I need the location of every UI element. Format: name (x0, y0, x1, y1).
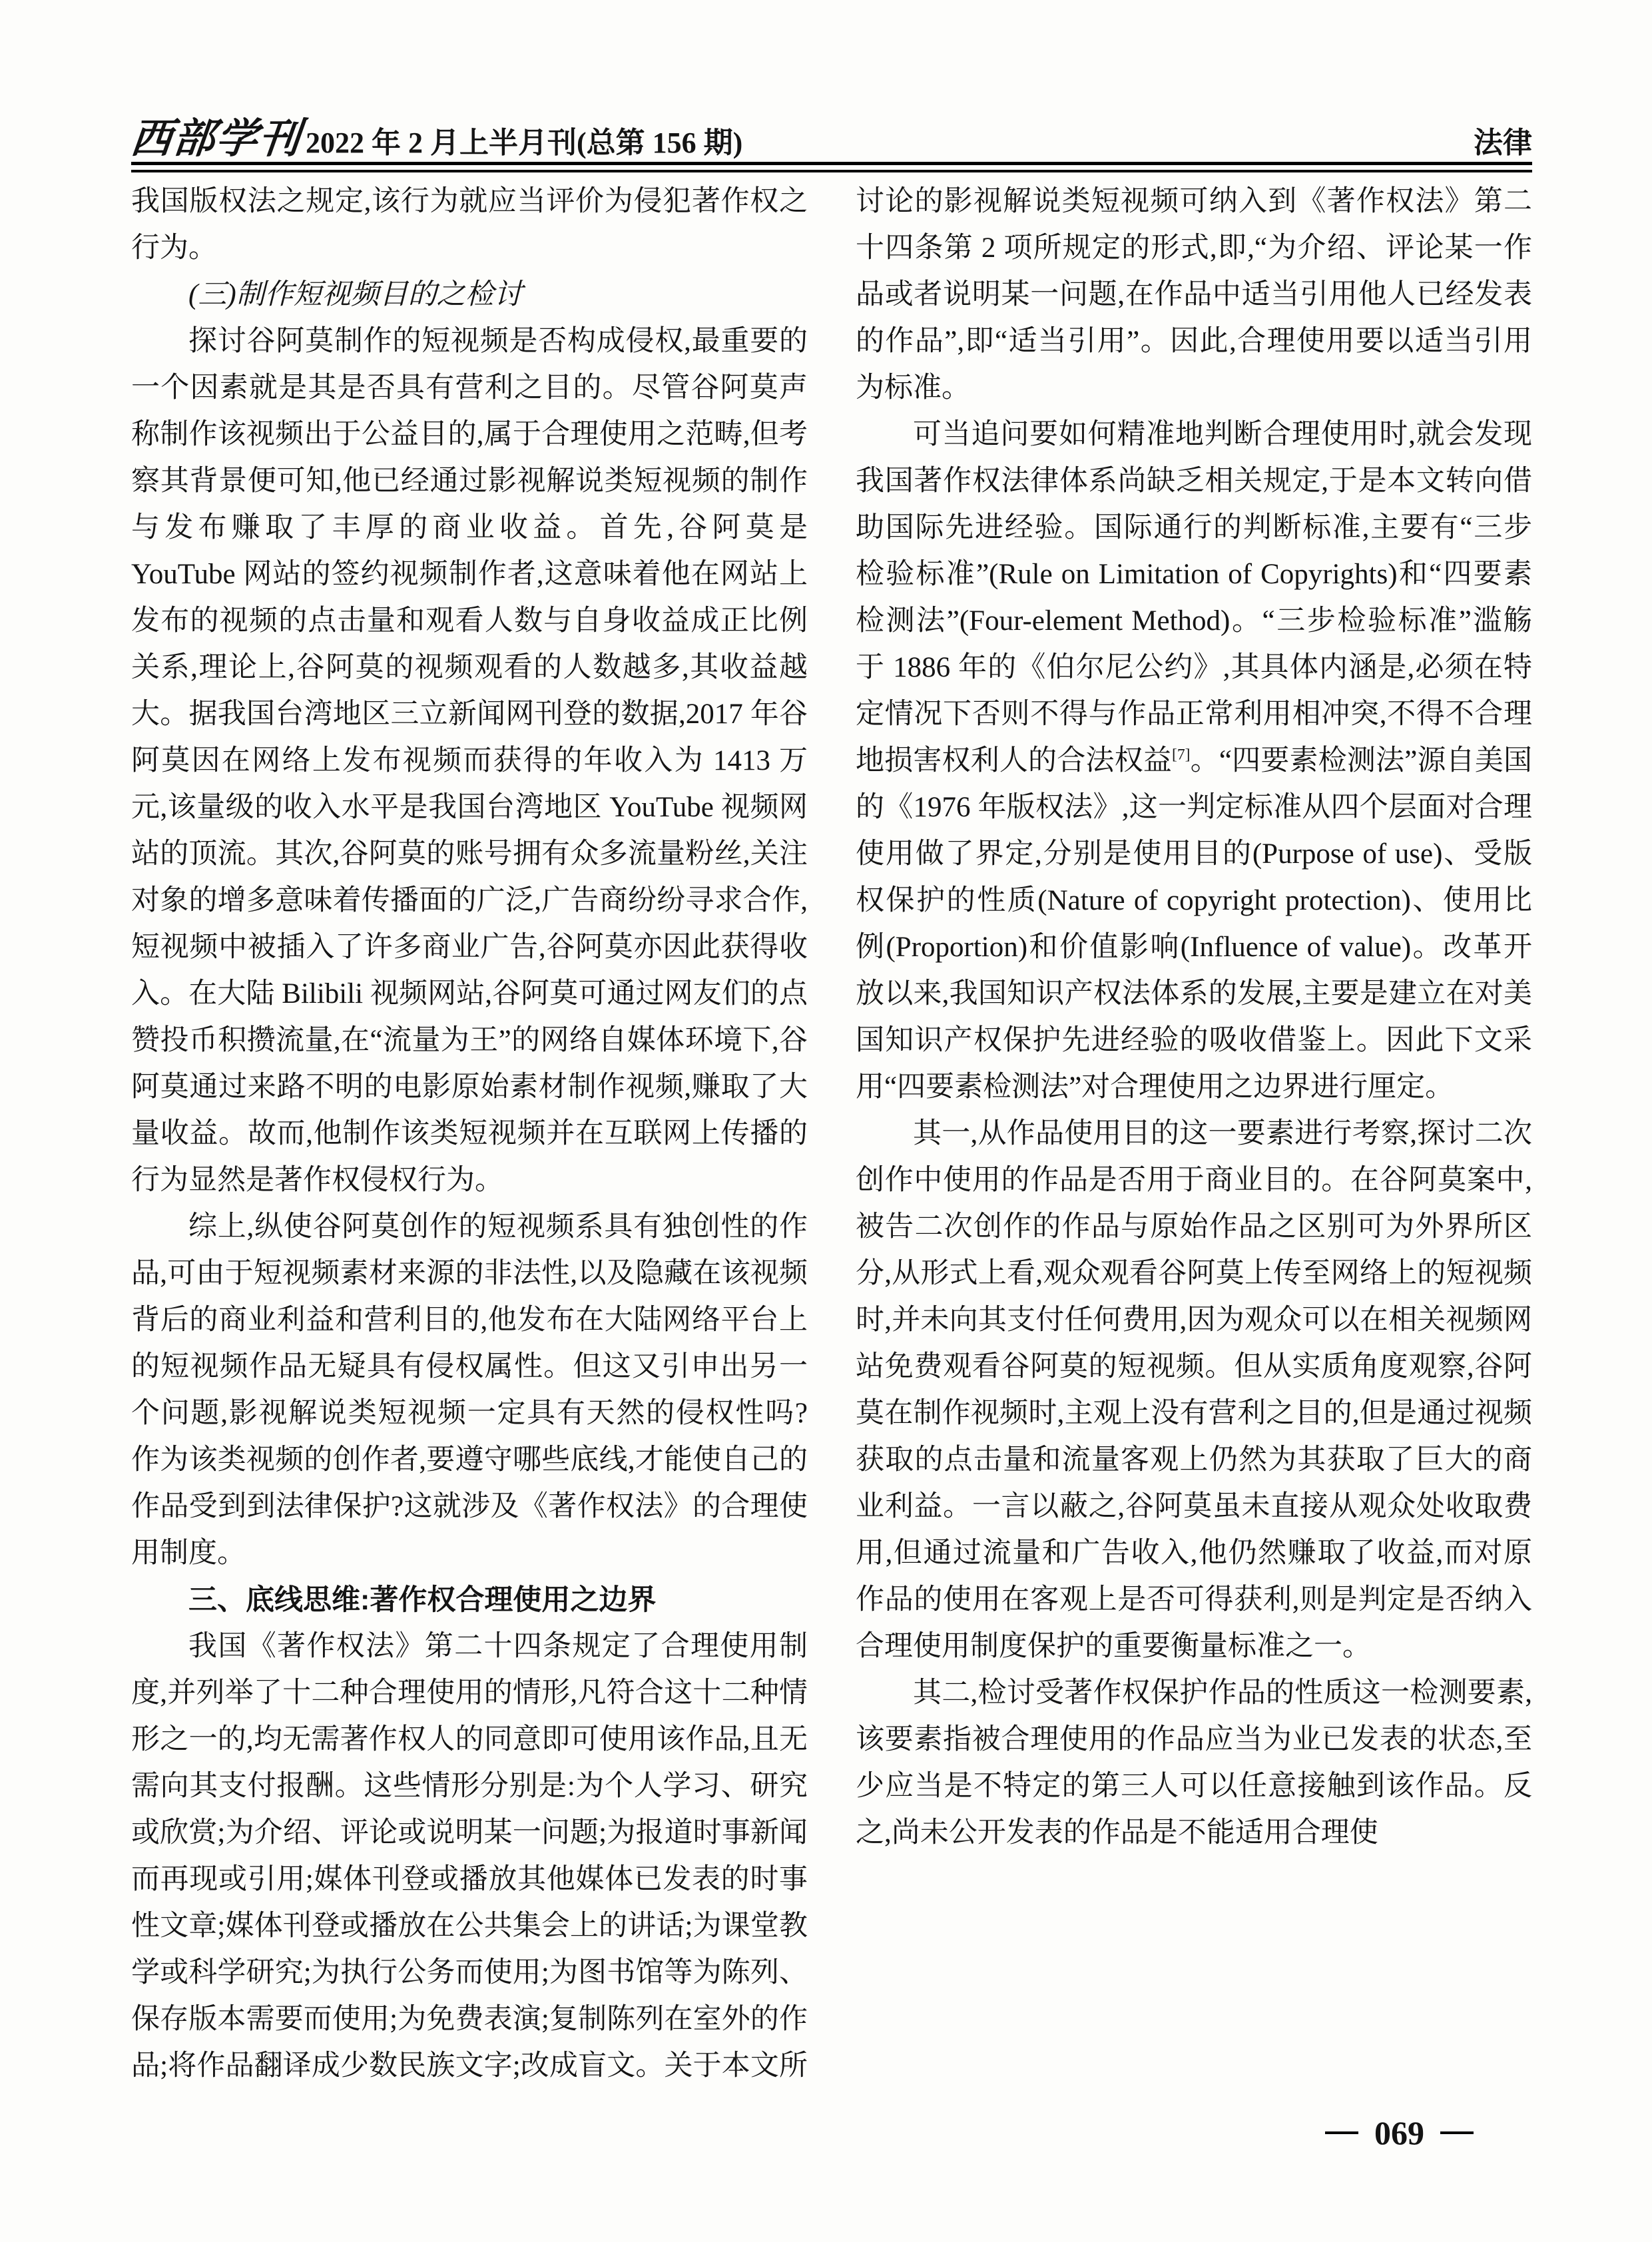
page-footer (1325, 2116, 1474, 2149)
footnote-ref: [7] (1171, 746, 1191, 764)
sub-section-heading (131, 272, 808, 318)
paragraph (131, 318, 808, 1204)
text-run: 。“四要素检测法”源自美国的《1976 年版权法》,这一判定标准从四个层面对合理使用做了界定,分别是使用目的(Purpose of use)、受版权保护的性质(Nature of copyright protection)、使用比例(Proportion)和价值影响(Influence of value)。改革开放以来,我国知识产权法体系的发展,主要是建立在对美国知识产权保护先进经验的吸收借鉴上。因此下文采用“四要素检测法”对合理使用之边界进行厘定。 (856, 745, 1532, 1103)
text-run: 探讨谷阿莫制作的短视频是否构成侵权,最重要的一个因素就是其是否具有营利之目的。尽管谷阿莫声称制作该视频出于公益目的,属于合理使用之范畴,但考察其背景便可知,他已经通过影视解说类短视频的制作与发布赚取了丰厚的商业收益。首先,谷阿莫是 YouTube 网站的签约视频制作者,这意味着他在网站上发布的视频的点击量和观看人数与自身收益成正比例关系,理论上,谷阿莫的视频观看的人数越多,其收益越大。据我国台湾地区三立新闻网刊登的数据,2017 年谷阿莫因在网络上发布视频而获得的年收入为 1413 万元,该量级的收入水平是我国台湾地区 YouTube 视频网站的顶流。其次,谷阿莫的账号拥有众多流量粉丝,关注对象的增多意味着传播面的广泛,广告商纷纷寻求合作,短视频中被插入了许多商业广告,谷阿莫亦因此获得收入。在大陆 Bilibili 视频网站,谷阿莫可通过网友们的点赞投币积攒流量,在“流量为王”的网络自媒体环境下,谷阿莫通过来路不明的电影原始素材制作视频,赚取了大量收益。故而,他制作该类短视频并在互联网上传播的行为显然是著作权侵权行为。 (131, 326, 808, 1196)
paragraph (856, 1670, 1532, 1856)
page-header (128, 105, 1532, 164)
text-run: 综上,纵使谷阿莫创作的短视频系具有独创性的作品,可由于短视频素材来源的非法性,以及隐藏在该视频背后的商业利益和营利目的,他发布在大陆网络平台上的短视频作品无疑具有侵权属性。但这又引申出另一个问题,影视解说类短视频一定具有天然的侵权性吗?作为该类视频的创作者,要遵守哪些底线,才能使自己的作品受到到法律保护?这就涉及《著作权法》的合理使用制度。 (131, 1211, 808, 1569)
paragraph (131, 1204, 808, 1577)
paragraph (856, 412, 1532, 1111)
text-run: 我国《著作权法》第二十四条规定了合理使用制度,并列举了十二种合理使用的情形,凡符合这十二种情形之一的,均无需著作权人的同意即可使用该作品,且无需向其支付报酬。这些情形分别是:为个人学习、研究或欣赏;为介绍、评论或说明某一问题;为报道时事新闻而再现或引用;媒体刊登或播放其他媒体已发表的时事性文章;媒体刊登或播放在公共集会上的讲话;为课堂教学或科学研究;为执行公务而使用;为图书馆等为陈列、保存版本需要而使用;为免费表演;复制陈列在室外的作品;将作品翻译成少数民族文字;改成盲文。关于本文所讨论的影视解说类短视频可纳入到《著作权法》第二十四条第 2 项所规定的形式,即,“为介绍、评论某一作品或者说明某一问题,在作品中适当引用他人已经发表的作品”,即“适当引用”。因此,合理使用要以适当引用为标准。 (131, 186, 1532, 2082)
text-run: (三)制作短视频目的之检讨 (188, 279, 523, 310)
text-run: 其一,从作品使用目的这一要素进行考察,探讨二次创作中使用的作品是否用于商业目的。在谷阿莫案中,被告二次创作的作品与原始作品之区别可为外界所区分,从形式上看,观众观看谷阿莫上传至网络上的短视频时,并未向其支付任何费用,因为观众可以在相关视频网站免费观看谷阿莫的短视频。但从实质角度观察,谷阿莫在制作视频时,主观上没有营利之目的,但是通过视频获取的点击量和流量客观上仍然为其获取了巨大的商业利益。一言以蔽之,谷阿莫虽未直接从观众处收取费用,但通过流量和广告收入,他仍然赚取了收益,而对原作品的使用在客观上是否可得获利,则是判定是否纳入合理使用制度保护的重要衡量标准之一。 (856, 1118, 1532, 1662)
article-columns (131, 178, 1532, 2091)
header-left (128, 105, 743, 164)
footer-dash-left (1325, 2131, 1358, 2134)
paragraph (856, 1111, 1532, 1670)
paragraph (131, 178, 808, 272)
header-divider-rule (131, 162, 1532, 172)
page-number: 069 (1374, 2114, 1424, 2151)
text-run: 可当追问要如何精准地判断合理使用时,就会发现我国著作权法律体系尚缺乏相关规定,于是本文转向借助国际先进经验。国际通行的判断标准,主要有“三步检验标准”(Rule on Limitation of Copyrights)和“四要素检测法”(Four-element Method)。“三步检验标准”滥觞于 1886 年的《伯尔尼公约》,其具体内涵是,必须在特定情况下否则不得与作品正常利用相冲突,不得不合理地损害权利人的合法权益 (856, 419, 1532, 776)
text-run: 我国版权法之规定,该行为就应当评价为侵犯著作权之行为。 (131, 186, 808, 264)
footer-dash-right (1440, 2131, 1474, 2134)
issue-info: 2022 年 2 月上半月刊(总第 156 期) (306, 127, 743, 159)
section-label: 法律 (1474, 127, 1532, 159)
journal-logo: 西部学刊 (128, 114, 304, 162)
text-run: 其二,检讨受著作权保护作品的性质这一检测要素,该要素指被合理使用的作品应当为业已发表的状态,至少应当是不特定的第三人可以任意接触到该作品。反之,尚未公开发表的作品是不能适用合理使 (856, 1677, 1532, 1848)
section-heading (131, 1577, 808, 1623)
text-run: 三、底线思维:著作权合理使用之边界 (188, 1584, 657, 1616)
